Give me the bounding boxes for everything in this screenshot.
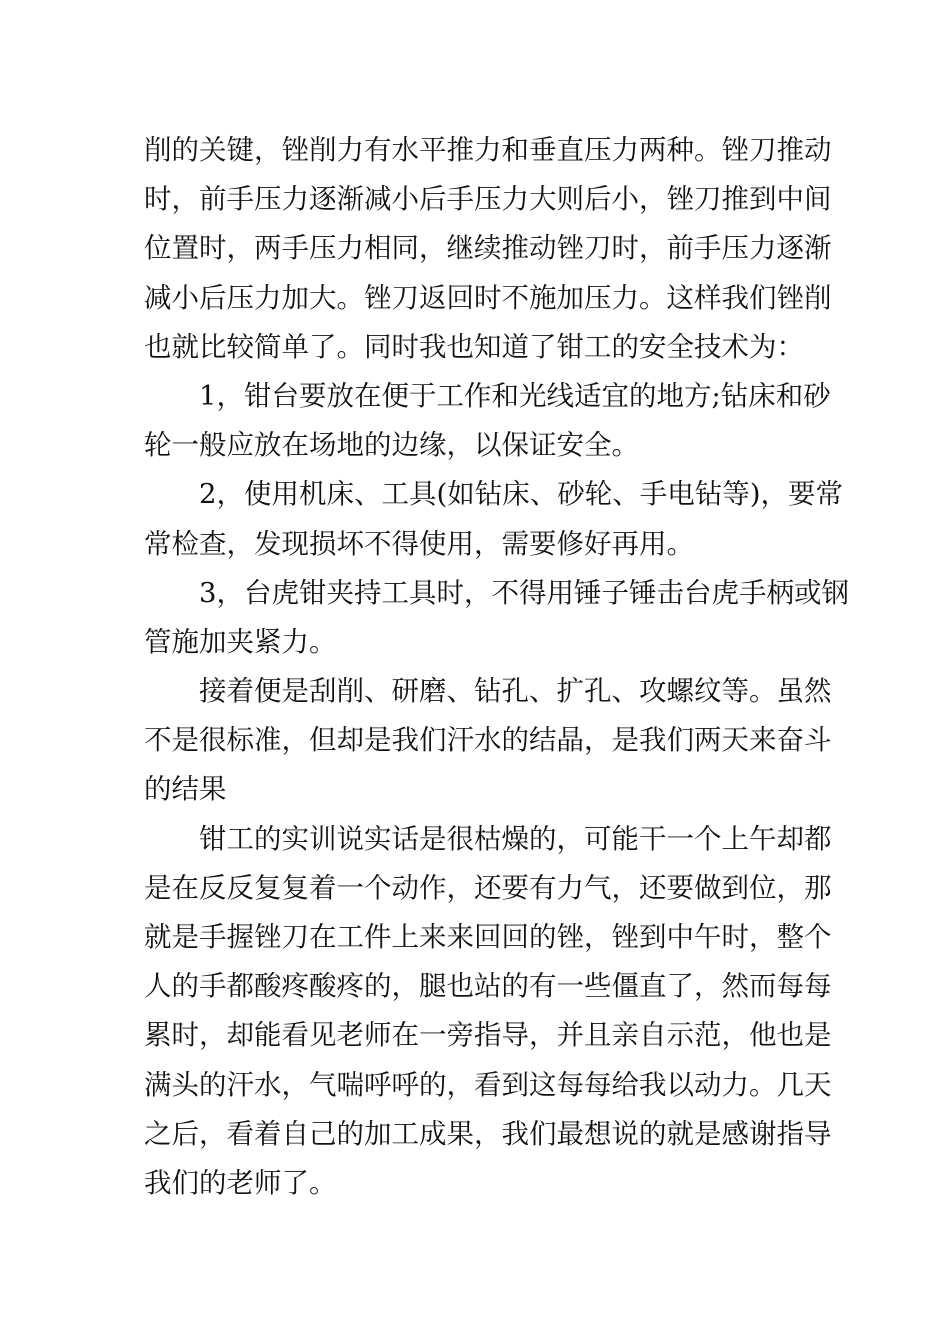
text-line: 是在反反复复着一个动作，还要有力气，还要做到位，那 bbox=[144, 871, 832, 904]
text-line: 也就比较简单了。同时我也知道了钳工的安全技术为： bbox=[144, 330, 804, 363]
text-line: 位置时，两手压力相同，继续推动锉刀时，前手压力逐渐 bbox=[144, 232, 832, 265]
text-line: 时，前手压力逐渐减小后手压力大则后小，锉刀推到中间 bbox=[144, 183, 832, 216]
text-line: 人的手都酸疼酸疼的，腿也站的有一些僵直了，然而每每 bbox=[144, 970, 832, 1003]
text-line: 的结果 bbox=[144, 773, 227, 806]
text-line: 常检查，发现损坏不得使用，需要修好再用。 bbox=[144, 527, 694, 560]
text-line: 钳工的实训说实话是很枯燥的，可能干一个上午却都 bbox=[199, 822, 832, 855]
text-line: 之后，看着自己的加工成果，我们最想说的就是感谢指导 bbox=[144, 1117, 832, 1150]
text-line: 管施加夹紧力。 bbox=[144, 625, 337, 658]
text-line: 1，钳台要放在便于工作和光线适宜的地方;钻床和砂 bbox=[199, 379, 831, 412]
text-line: 累时，却能看见老师在一旁指导，并且亲自示范，他也是 bbox=[144, 1019, 832, 1052]
text-line: 轮一般应放在场地的边缘，以保证安全。 bbox=[144, 429, 639, 462]
text-line: 就是手握锉刀在工件上来来回回的锉，锉到中午时，整个 bbox=[144, 921, 832, 953]
text-line: 我们的老师了。 bbox=[144, 1166, 337, 1199]
body-text bbox=[144, 126, 849, 1208]
text-line: 削的关键，锉削力有水平推力和垂直压力两种。锉刀推动 bbox=[144, 134, 832, 166]
text-line: 2，使用机床、工具(如钻床、砂轮、手电钻等)，要常 bbox=[199, 478, 843, 511]
text-line: 减小后压力加大。锉刀返回时不施加压力。这样我们锉削 bbox=[144, 281, 832, 314]
text-line: 3，台虎钳夹持工具时，不得用锤子锤击台虎手柄或钢 bbox=[199, 576, 849, 609]
text-line: 接着便是刮削、研磨、钻孔、扩孔、攻螺纹等。虽然 bbox=[199, 675, 832, 708]
text-line: 满头的汗水，气喘呼呼的，看到这每每给我以动力。几天 bbox=[144, 1068, 832, 1101]
text-line: 不是很标准，但却是我们汗水的结晶，是我们两天来奋斗 bbox=[144, 724, 832, 757]
